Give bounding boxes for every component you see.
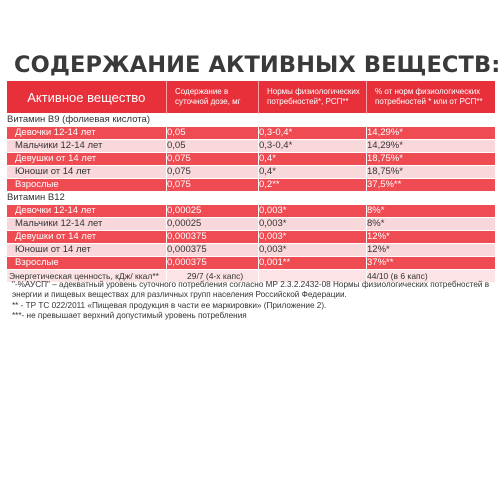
table-row [7,218,495,231]
table-row [7,140,495,153]
cell-dose: 0,075 [167,179,259,192]
cell-percent: 12%* [367,244,495,257]
table-row [7,231,495,244]
cell-percent: 18,75%* [367,153,495,166]
page-title: СОДЕРЖАНИЕ АКТИВНЫХ ВЕЩЕСТВ: [14,52,500,78]
cell-dose: 0,00025 [167,205,259,218]
table-row [7,257,495,270]
cell-norm: 0,3-0,4* [259,140,367,153]
footnote-line: энергии и пищевых веществах для различных групп населения Российской Федерации. [12,290,347,300]
cell-substance: Мальчики 12-14 лет [7,140,167,153]
cell-dose: 0,05 [167,127,259,140]
cell-percent: 14,29%* [367,127,495,140]
cell-dose: 0,000375 [167,231,259,244]
cell-dose: 0,000375 [167,244,259,257]
header-substance: Активное вещество [7,81,167,114]
cell-substance: Девочки 12-14 лет [7,127,167,140]
cell-dose: 0,05 [167,140,259,153]
cell-percent: 37,5%** [367,179,495,192]
cell-percent [367,192,495,205]
cell-norm: 0,003* [259,244,367,257]
table-group-row [7,114,495,127]
cell-dose [167,114,259,127]
cell-norm: 0,001** [259,257,367,270]
cell-substance: Взрослые [7,179,167,192]
cell-norm: 0,4* [259,166,367,179]
table-row [7,127,495,140]
table-row [7,179,495,192]
header-percent: % от норм физиологических потребностей * или от РСП** [367,81,495,114]
cell-dose: 0,075 [167,153,259,166]
footnote-line: ***- не превышает верхний допустимый уровень потребления [12,311,247,321]
cell-percent: 14,29%* [367,140,495,153]
cell-norm: 0,4* [259,153,367,166]
cell-substance: Девушки от 14 лет [7,231,167,244]
cell-substance: Энергетическая ценность, кДж/ ккал** [7,270,167,283]
cell-substance: Юноши от 14 лет [7,166,167,179]
cell-substance: Взрослые [7,257,167,270]
footnote-line: ** - ТР ТС 022/2011 «Пищевая продукция в части ее маркировки» (Приложение 2). [12,300,327,310]
cell-percent: 44/10 (в 6 капс) [367,270,495,283]
cell-dose: 29/7 (4-х капс) [167,270,259,283]
cell-norm [259,192,367,205]
cell-substance: Девушки от 14 лет [7,153,167,166]
table-row [7,153,495,166]
table-row [7,244,495,257]
table-row [7,166,495,179]
cell-dose: 0,000375 [167,257,259,270]
cell-norm: 0,003* [259,218,367,231]
table-row [7,205,495,218]
cell-norm [259,114,367,127]
table-header-row [7,81,495,114]
cell-percent [367,114,495,127]
cell-percent: 8%* [367,218,495,231]
header-norms: Нормы физиологических потребностей*, РСП** [259,81,367,114]
cell-norm: 0,003* [259,205,367,218]
cell-norm: 0,003* [259,231,367,244]
cell-dose: 0,075 [167,166,259,179]
cell-substance: Девочки 12-14 лет [7,205,167,218]
cell-norm: 0,2** [259,179,367,192]
footnote-line: "-%АУСП" – адекватный уровень суточного потребления согласно МР 2.3.2.2432-08 Нормы физиологических потребностей в [12,280,490,289]
header-daily-dose: Содержание в суточной дозе, мг [167,81,259,114]
cell-dose [167,192,259,205]
cell-percent: 12%* [367,231,495,244]
cell-substance: Витамин В9 (фолиевая кислота) [7,114,167,127]
active-substances-table [6,81,495,282]
cell-substance: Юноши от 14 лет [7,244,167,257]
cell-norm: 0,3-0,4* [259,127,367,140]
cell-percent: 37%** [367,257,495,270]
table-group-row [7,192,495,205]
cell-percent: 18,75%* [367,166,495,179]
cell-substance: Витамин В12 [7,192,167,205]
cell-dose: 0,00025 [167,218,259,231]
cell-substance: Мальчики 12-14 лет [7,218,167,231]
table-body [7,114,495,283]
cell-percent: 8%* [367,205,495,218]
footnotes [12,280,494,322]
